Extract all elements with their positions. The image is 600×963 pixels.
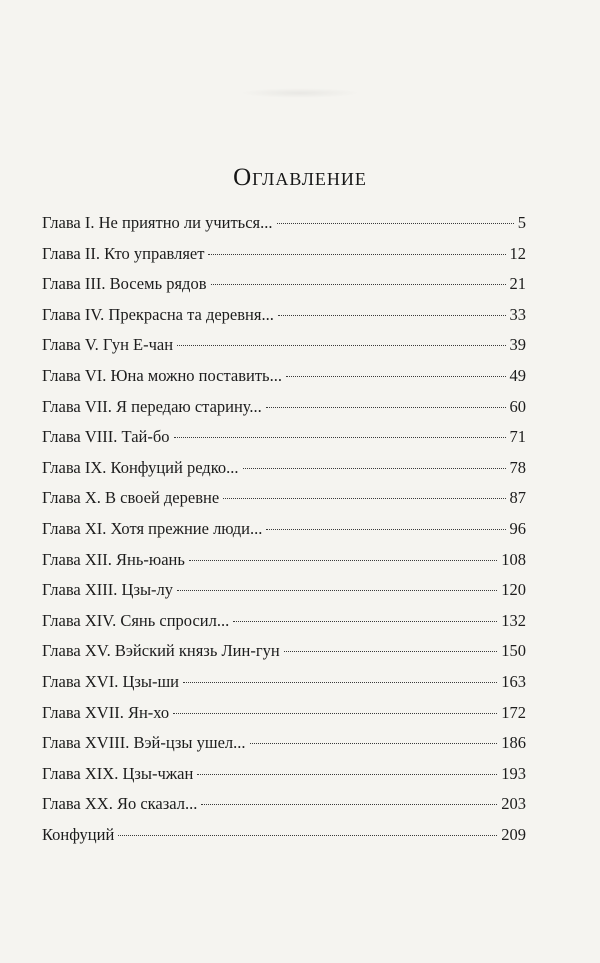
toc-entry-page: 33 bbox=[509, 304, 526, 324]
toc-entry-page: 120 bbox=[501, 580, 526, 600]
toc-entry-label: Конфуций bbox=[42, 824, 115, 844]
dot-leader bbox=[208, 254, 505, 255]
toc-entry-label: Глава XIX. Цзы-чжан bbox=[42, 763, 194, 783]
toc-entry-page: 39 bbox=[509, 335, 526, 355]
toc-entry bbox=[42, 483, 526, 514]
dot-leader bbox=[201, 804, 497, 805]
toc-entry-label: Глава II. Кто управляет bbox=[42, 243, 205, 263]
dot-leader bbox=[173, 713, 497, 714]
dot-leader bbox=[223, 498, 505, 499]
toc-entry-page: 71 bbox=[509, 427, 526, 447]
toc-entry-label: Глава XX. Яо сказал... bbox=[42, 794, 198, 814]
dot-leader bbox=[177, 345, 505, 346]
dot-leader bbox=[243, 468, 506, 469]
toc-entry-page: 193 bbox=[501, 763, 526, 783]
toc-entry bbox=[42, 759, 526, 790]
toc-entry-label: Глава XIII. Цзы-лу bbox=[42, 580, 174, 600]
dot-leader bbox=[183, 682, 497, 683]
dot-leader bbox=[118, 835, 497, 836]
toc-entry bbox=[42, 606, 526, 637]
dot-leader bbox=[250, 743, 498, 744]
dot-leader bbox=[177, 590, 497, 591]
toc-entry bbox=[42, 269, 526, 300]
toc-entry-page: 150 bbox=[501, 641, 526, 661]
show-through-smudge bbox=[240, 88, 360, 98]
toc-entry-label: Глава III. Восемь рядов bbox=[42, 274, 207, 294]
dot-leader bbox=[286, 376, 506, 377]
table-of-contents bbox=[42, 208, 526, 850]
toc-entry-label: Глава V. Гун Е-чан bbox=[42, 335, 174, 355]
dot-leader bbox=[266, 407, 506, 408]
toc-entry-page: 12 bbox=[509, 243, 526, 263]
toc-entry bbox=[42, 330, 526, 361]
toc-entry bbox=[42, 667, 526, 698]
toc-entry-page: 132 bbox=[501, 610, 526, 630]
toc-entry-page: 163 bbox=[501, 671, 526, 691]
toc-entry bbox=[42, 361, 526, 392]
toc-entry-label: Глава I. Не приятно ли учиться... bbox=[42, 213, 273, 232]
dot-leader bbox=[266, 529, 505, 530]
toc-entry-label: Глава XVIII. Вэй-цзы ушел... bbox=[42, 733, 246, 753]
toc-entry bbox=[42, 636, 526, 667]
toc-entry-page: 96 bbox=[509, 518, 526, 538]
toc-entry-label: Глава VII. Я передаю старину... bbox=[42, 396, 262, 416]
toc-entry bbox=[42, 300, 526, 331]
dot-leader bbox=[174, 437, 506, 438]
toc-entry bbox=[42, 728, 526, 759]
toc-entry bbox=[42, 514, 526, 545]
toc-entry-label: Глава IV. Прекрасна та деревня... bbox=[42, 304, 274, 324]
toc-entry-page: 108 bbox=[501, 549, 526, 569]
dot-leader bbox=[233, 621, 497, 622]
toc-entry-page: 87 bbox=[509, 488, 526, 508]
toc-entry-label: Глава XI. Хотя прежние люди... bbox=[42, 518, 263, 538]
toc-title: Оглавление bbox=[233, 164, 367, 191]
toc-entry bbox=[42, 545, 526, 576]
toc-entry-page: 60 bbox=[509, 396, 526, 416]
toc-entry-label: Глава VIII. Тай-бо bbox=[42, 427, 170, 447]
dot-leader bbox=[211, 284, 506, 285]
toc-entry-label: Глава XV. Вэйский князь Лин-гун bbox=[42, 641, 280, 661]
toc-entry-label: Глава VI. Юна можно поставить... bbox=[42, 365, 282, 385]
toc-entry bbox=[42, 392, 526, 423]
toc-entry bbox=[42, 789, 526, 820]
toc-entry-label: Глава XII. Янь-юань bbox=[42, 549, 185, 569]
toc-entry bbox=[42, 239, 526, 270]
dot-leader bbox=[284, 651, 498, 652]
dot-leader bbox=[278, 315, 506, 316]
toc-entry-page: 209 bbox=[501, 824, 526, 844]
toc-entry-page: 78 bbox=[509, 457, 526, 477]
toc-entry bbox=[42, 453, 526, 484]
dot-leader bbox=[189, 560, 497, 561]
toc-entry bbox=[42, 208, 526, 239]
toc-entry bbox=[42, 820, 526, 851]
toc-entry-page: 172 bbox=[501, 702, 526, 722]
toc-entry bbox=[42, 575, 526, 606]
toc-entry-label: Глава XIV. Сянь спросил... bbox=[42, 610, 230, 630]
toc-entry-page: 21 bbox=[509, 274, 526, 294]
toc-entry-label: Глава XVI. Цзы-ши bbox=[42, 671, 180, 691]
toc-entry-label: Глава XVII. Ян-хо bbox=[42, 702, 170, 722]
dot-leader bbox=[277, 223, 514, 224]
toc-entry-page: 49 bbox=[509, 365, 526, 385]
toc-entry-page: 203 bbox=[501, 794, 526, 814]
toc-entry-page: 5 bbox=[517, 213, 526, 232]
dot-leader bbox=[197, 774, 497, 775]
toc-entry bbox=[42, 698, 526, 729]
toc-entry-label: Глава IX. Конфуций редко... bbox=[42, 457, 239, 477]
toc-entry bbox=[42, 422, 526, 453]
toc-entry-page: 186 bbox=[501, 733, 526, 753]
toc-entry-label: Глава X. В своей деревне bbox=[42, 488, 220, 508]
